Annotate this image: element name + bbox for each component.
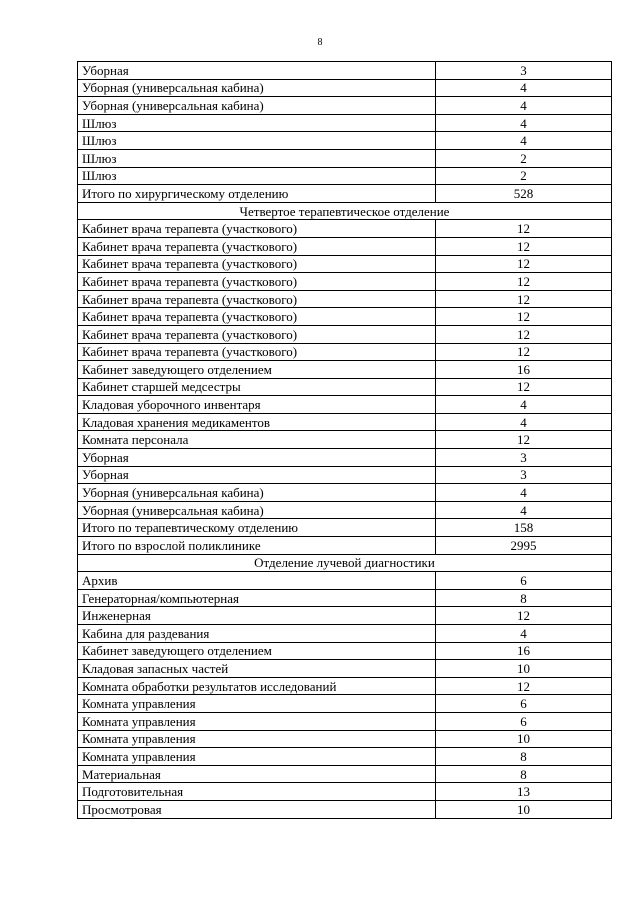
table-row xyxy=(78,343,612,361)
rooms-area-table xyxy=(77,61,612,819)
table-row xyxy=(78,501,612,519)
room-name-cell: Кабинет врача терапевта (участкового) xyxy=(78,237,436,255)
room-area-cell: 3 xyxy=(436,449,612,467)
table-row xyxy=(78,677,612,695)
room-area-cell: 4 xyxy=(436,625,612,643)
room-area-cell: 10 xyxy=(436,730,612,748)
room-name-cell: Подготовительная xyxy=(78,783,436,801)
room-area-cell: 12 xyxy=(436,273,612,291)
table-row xyxy=(78,519,612,537)
room-name-cell: Кабинет врача терапевта (участкового) xyxy=(78,308,436,326)
room-area-cell: 3 xyxy=(436,62,612,80)
table-row xyxy=(78,625,612,643)
table-row xyxy=(78,290,612,308)
room-area-cell: 12 xyxy=(436,343,612,361)
table-row xyxy=(78,396,612,414)
table-row xyxy=(78,484,612,502)
table-row xyxy=(78,361,612,379)
table-body xyxy=(78,62,612,819)
room-name-cell: Просмотровая xyxy=(78,800,436,818)
table-row xyxy=(78,220,612,238)
room-name-cell: Итого по хирургическому отделению xyxy=(78,185,436,203)
table-row xyxy=(78,185,612,203)
room-name-cell: Комната управления xyxy=(78,695,436,713)
table-row xyxy=(78,730,612,748)
room-name-cell: Генераторная/компьютерная xyxy=(78,589,436,607)
room-name-cell: Кабинет врача терапевта (участкового) xyxy=(78,325,436,343)
section-title: Четвертое терапевтическое отделение xyxy=(78,202,612,220)
room-area-cell: 2 xyxy=(436,167,612,185)
page-number: 8 xyxy=(317,37,323,48)
room-name-cell: Уборная (универсальная кабина) xyxy=(78,79,436,97)
table-row xyxy=(78,431,612,449)
table-row xyxy=(78,783,612,801)
room-name-cell: Кабина для раздевания xyxy=(78,625,436,643)
room-name-cell: Комната персонала xyxy=(78,431,436,449)
room-area-cell: 6 xyxy=(436,572,612,590)
table-row xyxy=(78,413,612,431)
table-row xyxy=(78,97,612,115)
room-name-cell: Итого по терапевтическому отделению xyxy=(78,519,436,537)
room-area-cell: 4 xyxy=(436,79,612,97)
table-row xyxy=(78,62,612,80)
table-row xyxy=(78,748,612,766)
table-row xyxy=(78,695,612,713)
table-row xyxy=(78,255,612,273)
table-row xyxy=(78,79,612,97)
table-row xyxy=(78,378,612,396)
room-area-cell: 16 xyxy=(436,642,612,660)
room-name-cell: Инженерная xyxy=(78,607,436,625)
room-name-cell: Комната управления xyxy=(78,748,436,766)
room-name-cell: Кладовая запасных частей xyxy=(78,660,436,678)
room-name-cell: Материальная xyxy=(78,765,436,783)
room-area-cell: 8 xyxy=(436,589,612,607)
room-name-cell: Кабинет заведующего отделением xyxy=(78,361,436,379)
room-area-cell: 4 xyxy=(436,114,612,132)
room-name-cell: Кабинет старшей медсестры xyxy=(78,378,436,396)
room-area-cell: 4 xyxy=(436,132,612,150)
room-area-cell: 12 xyxy=(436,220,612,238)
table-row xyxy=(78,607,612,625)
room-area-cell: 10 xyxy=(436,800,612,818)
table-row xyxy=(78,132,612,150)
room-name-cell: Уборная (универсальная кабина) xyxy=(78,484,436,502)
room-name-cell: Комната обработки результатов исследований xyxy=(78,677,436,695)
room-area-cell: 4 xyxy=(436,97,612,115)
room-name-cell: Шлюз xyxy=(78,149,436,167)
room-name-cell: Шлюз xyxy=(78,114,436,132)
table-row xyxy=(78,660,612,678)
room-name-cell: Уборная xyxy=(78,62,436,80)
room-area-cell: 6 xyxy=(436,695,612,713)
room-name-cell: Шлюз xyxy=(78,132,436,150)
table-row xyxy=(78,273,612,291)
section-title: Отделение лучевой диагностики xyxy=(78,554,612,572)
room-area-cell: 4 xyxy=(436,413,612,431)
room-area-cell: 12 xyxy=(436,308,612,326)
section-header-row xyxy=(78,202,612,220)
room-area-cell: 158 xyxy=(436,519,612,537)
room-area-cell: 6 xyxy=(436,712,612,730)
room-name-cell: Итого по взрослой поликлинике xyxy=(78,537,436,555)
table-row xyxy=(78,642,612,660)
room-area-cell: 528 xyxy=(436,185,612,203)
room-name-cell: Архив xyxy=(78,572,436,590)
room-area-cell: 12 xyxy=(436,237,612,255)
room-name-cell: Кладовая хранения медикаментов xyxy=(78,413,436,431)
room-name-cell: Комната управления xyxy=(78,730,436,748)
room-name-cell: Кабинет врача терапевта (участкового) xyxy=(78,290,436,308)
room-area-cell: 4 xyxy=(436,484,612,502)
room-name-cell: Кабинет врача терапевта (участкового) xyxy=(78,273,436,291)
room-area-cell: 12 xyxy=(436,378,612,396)
table-row xyxy=(78,325,612,343)
room-name-cell: Уборная xyxy=(78,449,436,467)
table-row xyxy=(78,589,612,607)
table-row xyxy=(78,449,612,467)
table-row xyxy=(78,765,612,783)
room-name-cell: Шлюз xyxy=(78,167,436,185)
table-row xyxy=(78,308,612,326)
room-area-cell: 3 xyxy=(436,466,612,484)
room-name-cell: Кабинет заведующего отделением xyxy=(78,642,436,660)
room-name-cell: Кабинет врача терапевта (участкового) xyxy=(78,343,436,361)
table-row xyxy=(78,466,612,484)
table-row xyxy=(78,800,612,818)
table-row xyxy=(78,149,612,167)
table-row xyxy=(78,712,612,730)
room-area-cell: 12 xyxy=(436,325,612,343)
table-row xyxy=(78,537,612,555)
room-area-cell: 13 xyxy=(436,783,612,801)
room-area-cell: 2 xyxy=(436,149,612,167)
room-area-cell: 10 xyxy=(436,660,612,678)
room-name-cell: Кладовая уборочного инвентаря xyxy=(78,396,436,414)
room-area-cell: 8 xyxy=(436,748,612,766)
room-area-cell: 12 xyxy=(436,431,612,449)
room-area-cell: 12 xyxy=(436,255,612,273)
room-area-cell: 12 xyxy=(436,290,612,308)
table-row xyxy=(78,237,612,255)
table-row xyxy=(78,114,612,132)
room-name-cell: Уборная xyxy=(78,466,436,484)
room-name-cell: Кабинет врача терапевта (участкового) xyxy=(78,255,436,273)
room-name-cell: Уборная (универсальная кабина) xyxy=(78,501,436,519)
room-name-cell: Кабинет врача терапевта (участкового) xyxy=(78,220,436,238)
section-header-row xyxy=(78,554,612,572)
room-area-cell: 16 xyxy=(436,361,612,379)
room-area-cell: 12 xyxy=(436,607,612,625)
room-area-cell: 8 xyxy=(436,765,612,783)
room-area-cell: 4 xyxy=(436,396,612,414)
table-row xyxy=(78,572,612,590)
room-name-cell: Уборная (универсальная кабина) xyxy=(78,97,436,115)
room-name-cell: Комната управления xyxy=(78,712,436,730)
room-area-cell: 4 xyxy=(436,501,612,519)
room-area-cell: 12 xyxy=(436,677,612,695)
table-row xyxy=(78,167,612,185)
room-area-cell: 2995 xyxy=(436,537,612,555)
